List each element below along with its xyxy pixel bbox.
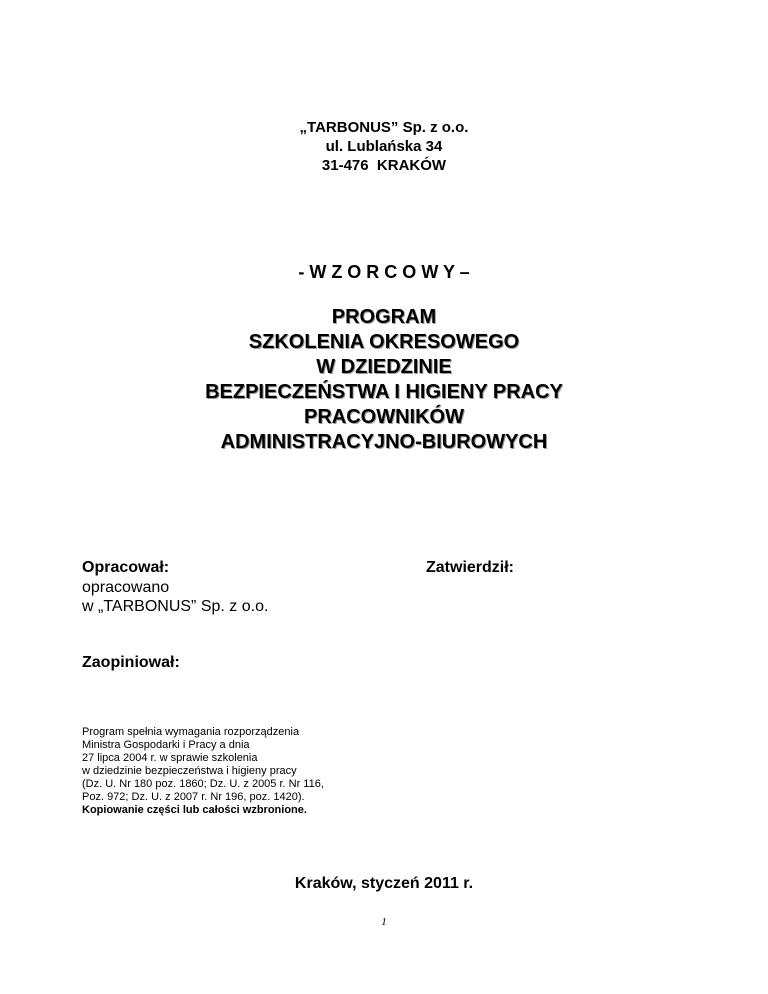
legal-note <box>82 726 324 817</box>
title-line: W DZIEDZINIE <box>316 356 452 378</box>
approved-by-label: Zatwierdził: <box>426 559 515 576</box>
legal-note-line: 27 lipca 2004 r. w sprawie szkolenia <box>82 752 258 764</box>
company-street: ul. Lublańska 34 <box>325 138 443 155</box>
document-title <box>0 305 768 455</box>
prepared-by-line: w „TARBONUS” Sp. z o.o. <box>82 598 269 615</box>
title-line: PRACOWNIKÓW <box>304 406 464 428</box>
reviewed-by-label: Zaopiniował: <box>82 654 180 671</box>
legal-note-line: w dziedzinie bezpieczeństwa i higieny pracy <box>82 765 297 777</box>
title-line: SZKOLENIA OKRESOWEGO <box>248 331 520 353</box>
prepared-by-label: Opracował: <box>82 559 170 576</box>
sample-label: - W Z O R C O W Y – <box>298 262 470 282</box>
copyright-notice: Kopiowanie części lub całości wzbronione. <box>82 804 307 816</box>
place-and-date: Kraków, styczeń 2011 r. <box>294 875 474 892</box>
company-header <box>0 118 768 175</box>
legal-note-line: (Dz. U. Nr 180 poz. 1860; Dz. U. z 2005 r. Nr 116, <box>82 778 324 790</box>
company-name: „TARBONUS” Sp. z o.o. <box>299 119 469 136</box>
legal-note-line: Ministra Gospodarki i Pracy a dnia <box>82 739 250 751</box>
company-city: 31-476 KRAKÓW <box>321 157 447 174</box>
title-line: BEZPIECZEŃSTWA I HIGIENY PRACY <box>205 381 563 403</box>
page-number: 1 <box>381 916 387 928</box>
legal-note-line: Program spełnia wymagania rozporządzenia <box>82 726 300 738</box>
legal-note-line: Poz. 972; Dz. U. z 2007 r. Nr 196, poz. 1420). <box>82 791 305 803</box>
prepared-by-line: opracowano <box>82 579 170 596</box>
title-line: ADMINISTRACYJNO-BIUROWYCH <box>220 431 548 453</box>
title-line: PROGRAM <box>331 306 437 328</box>
prepared-by-value <box>82 578 268 616</box>
